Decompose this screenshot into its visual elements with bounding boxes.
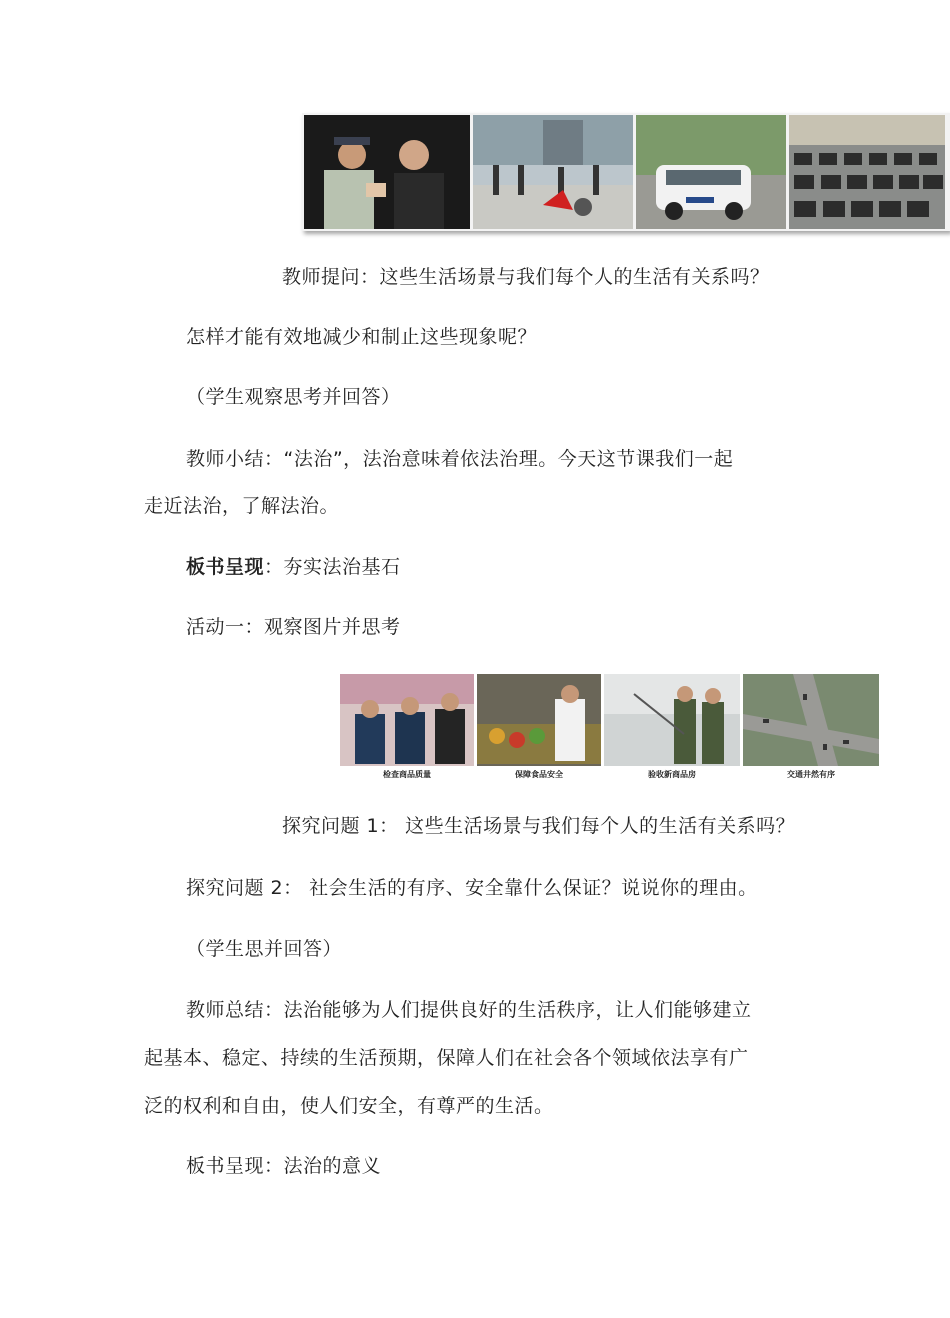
caption-inspection: 检查商品质量 [383,770,431,779]
caption-traffic: 交通井然有序 [787,770,835,779]
housing-acceptance-photo [604,674,740,782]
board-heading-1 [186,555,401,579]
inspection-photo [340,674,474,782]
caption-food-safety: 保障食品安全 [515,770,563,779]
board-heading-2: 板书呈现：法治的意义 [186,1155,382,1177]
activity-one: 活动一：观察图片并思考 [186,616,401,638]
teacher-conclusion-line2: 起基本、稳定、持续的生活预期，保障人们在社会各个领域依法享有广 [144,1047,749,1069]
mid-photo-strip [338,672,882,784]
parked-suv-photo [636,115,786,229]
inquiry-question-1: 探究问题 1： 这些生活场景与我们每个人的生活有关系吗？ [282,815,796,837]
caption-housing: 验收新商品房 [648,770,696,779]
inquiry-question-2: 探究问题 2： 社会生活的有序、安全靠什么保证？说说你的理由。 [186,877,758,899]
traffic-intersection-photo [743,674,879,782]
board-title: ：夯实法治基石 [264,556,401,578]
street-crossing-photo [473,115,633,229]
teacher-summary-line1: 教师小结：“法治”，法治意味着依法治理。今天这节课我们一起 [186,448,734,470]
teacher-conclusion-line3: 泛的权利和自由，使人们安全，有尊严的生活。 [144,1095,554,1117]
board-label: 板书呈现 [186,556,265,578]
teacher-question: 教师提问：这些生活场景与我们每个人的生活有关系吗？ [282,266,770,288]
police-checkpoint-photo [304,115,470,229]
student-response-note: （学生观察思考并回答） [186,386,401,408]
teacher-conclusion-line1: 教师总结：法治能够为人们提供良好的生活秩序，让人们能够建立 [186,999,752,1021]
food-safety-photo [477,674,601,782]
follow-up-question: 怎样才能有效地减少和制止这些现象呢？ [186,326,538,348]
top-photo-strip [302,113,950,231]
traffic-jam-photo [789,115,945,229]
teacher-summary-line2: 走近法治，了解法治。 [144,495,340,517]
student-response-note-2: （学生思并回答） [186,938,343,960]
